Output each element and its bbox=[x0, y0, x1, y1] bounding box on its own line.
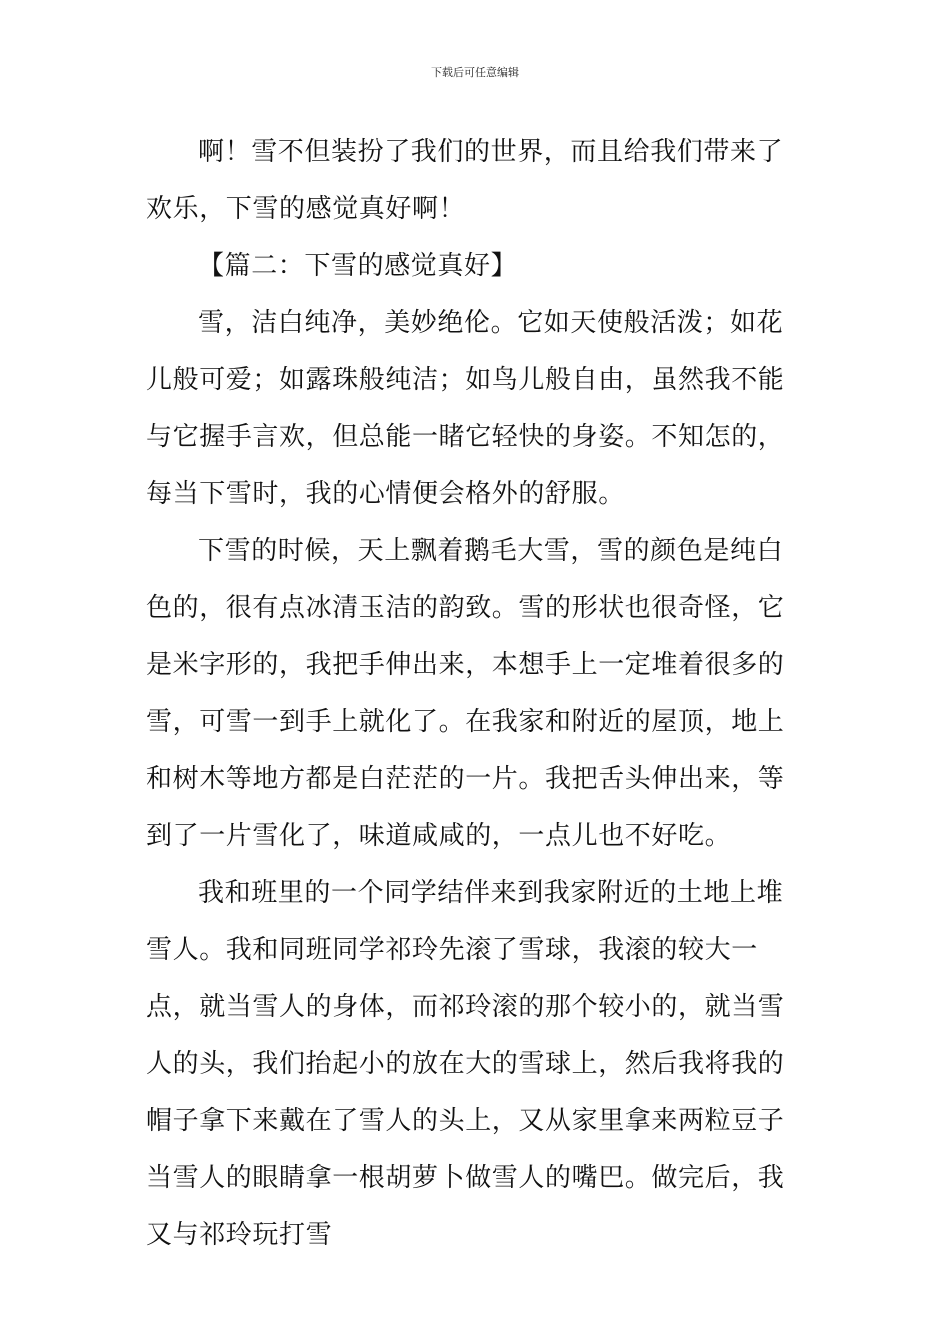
paragraph-2: 雪，洁白纯净，美妙绝伦。它如天使般活泼；如花儿般可爱；如露珠般纯洁；如鸟儿般自由，虽然我不能与它握手言欢，但总能一睹它轻快的身姿。不知怎的，每当下雪时，我的心情便会格外的舒服。 bbox=[146, 308, 785, 509]
paragraph-4: 我和班里的一个同学结伴来到我家附近的土地上堆雪人。我和同班同学祁玲先滚了雪球，我滚的较大一点，就当雪人的身体，而祁玲滚的那个较小的，就当雪人的头，我们抬起小的放在大的雪球上，然后我将我的帽子拿下来戴在了雪人的头上，又从家里拿来两粒豆子当雪人的眼睛拿一根胡萝卜做雪人的嘴巴。做完后，我又与祁玲玩打雪 bbox=[146, 878, 785, 1250]
document-body bbox=[146, 124, 808, 1264]
paragraph-3: 下雪的时候，天上飘着鹅毛大雪，雪的颜色是纯白色的，很有点冰清玉洁的韵致。雪的形状也很奇怪，它是米字形的，我把手伸出来，本想手上一定堆着很多的雪，可雪一到手上就化了。在我家和附近的屋顶，地上和树木等地方都是白茫茫的一片。我把舌头伸出来，等到了一片雪化了，味道咸咸的，一点儿也不好吃。 bbox=[146, 536, 785, 851]
section-title: 【篇二：下雪的感觉真好】 bbox=[198, 251, 518, 281]
paragraph-1: 啊！雪不但装扮了我们的世界，而且给我们带来了欢乐，下雪的感觉真好啊！ bbox=[146, 137, 784, 224]
page-header: 下载后可任意编辑 bbox=[431, 66, 519, 79]
